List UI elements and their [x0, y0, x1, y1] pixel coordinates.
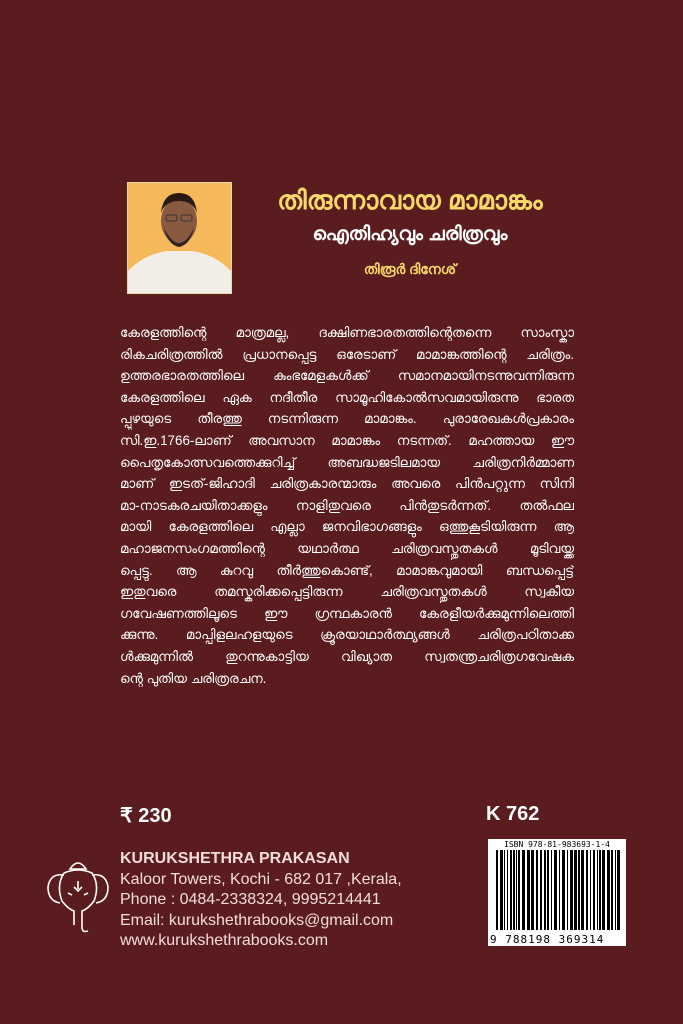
blurb-line: ഉത്തരഭാരതത്തിലെ കുംഭമേളകൾക്ക് സമാനമായിനടന്നുവന്നിരുന്ന: [120, 368, 574, 384]
blurb-line: രികചരിത്രത്തിൽ പ്രധാനപ്പെട്ട ഒരേടാണ് മാമാങ്കത്തിന്റെ ചരിത്രം.: [120, 346, 574, 362]
author-photo: [127, 182, 232, 294]
barcode-bars-icon: [496, 850, 622, 930]
barcode-bar: [617, 850, 620, 930]
barcode-bar: [510, 850, 512, 930]
publisher-name: KURUKSHETHRA PRAKASAN: [120, 850, 350, 867]
barcode-bar: [544, 850, 546, 930]
book-subtitle: ഐതിഹ്യവും ചരിത്രവും: [312, 224, 508, 245]
barcode-bar: [507, 850, 508, 930]
barcode-bar: [516, 850, 517, 930]
barcode-bar: [581, 850, 584, 930]
barcode-bar: [599, 850, 601, 930]
barcode-digits: 9 788198 369314: [490, 933, 605, 946]
blurb-line: കേരളത്തിലെ ഏക നദീതീര സാമൂഹികോൽസവമായിരുന്നു ഭാരത: [120, 389, 574, 405]
publisher-address: Kaloor Towers, Kochi - 682 017 ,Kerala,: [120, 870, 402, 888]
blurb-line: കേരളത്തിന്റെ മാത്രമല്ല, ദക്ഷിണഭാരതത്തിന്റെതന്നെ സാംസ്കാ: [120, 325, 574, 340]
barcode-bar: [615, 850, 616, 930]
barcode-bar: [570, 850, 573, 930]
blurb-line: മഹാജനസംഗമത്തിന്റെ യഥാർത്ഥ ചരിത്രവസ്തുതകൾ മൂടിവയ്ക്ക: [120, 540, 574, 556]
price: ₹ 230: [120, 805, 172, 827]
blurb-line: ന്റെ പുതിയ ചരിത്രരചന.: [120, 670, 267, 686]
isbn-label: ISBN 978-81-983693-1-4: [504, 840, 610, 849]
blurb-line: ഇതുവരെ തമസ്കരിക്കപ്പെട്ടിരുന്ന ചരിത്രവസ്തുതകൾ സ്വകീയ: [120, 584, 574, 600]
barcode-bar: [547, 850, 549, 930]
blurb-text: [120, 322, 574, 689]
blurb-line: മായി കേരളത്തിലെ എല്ലാ ജനവിഭാഗങ്ങളും ഒത്തുകൂടിയിരുന്ന ആ: [120, 519, 574, 535]
barcode-bar: [540, 850, 542, 930]
barcode-bar: [562, 850, 565, 930]
blurb-line: മാണ് ഇടത്-ജിഹാദി ചരിത്രകാരന്മാരും അവരെ പിൻപറ്റുന്ന സിനി: [120, 476, 574, 492]
barcode-bar: [527, 850, 530, 930]
publisher-phone: Phone : 0484-2338324, 9995214441: [120, 891, 381, 908]
barcode-bar: [593, 850, 595, 930]
blurb-line: പൈതൃകോത്സവത്തെക്കുറിച്ച് അബദ്ധജടിലമായ ചരിത്രനിർമ്മാണ: [120, 454, 574, 470]
barcode-bar: [559, 850, 560, 930]
barcode-bar: [554, 850, 557, 930]
author-name: തിരൂർ ദിനേശ്: [363, 261, 457, 277]
blurb-line: പ്പെട്ടു. ആ കുറവു തീർത്തുകൊണ്ട്, മാമാങ്കവുമായി ബന്ധപ്പെട്ട്: [120, 562, 574, 578]
barcode-bar: [518, 850, 520, 930]
barcode-bar: [607, 850, 610, 930]
barcode-bar: [522, 850, 525, 930]
blurb-line: ഗവേഷണത്തിലൂടെ ഈ ഗ്രന്ഥകാരൻ കേരളീയർക്കുമുന്നിലെത്തി: [120, 605, 574, 621]
barcode-bar: [536, 850, 538, 930]
barcode-bar: [578, 850, 580, 930]
publisher-info: [120, 849, 402, 952]
blurb-line: ൾക്കുമുന്നിൽ തുറന്നുകാട്ടിയ വിഖ്യാത സ്വതന്ത്രചരിത്രഗവേഷക: [120, 648, 574, 664]
publisher-email: Email: kurukshethrabooks@gmail.com: [120, 911, 394, 929]
barcode-bar: [567, 850, 568, 930]
barcode-bar: [551, 850, 552, 930]
barcode-bar: [586, 850, 588, 930]
barcode-bar: [574, 850, 577, 930]
barcode-bar: [496, 850, 498, 930]
book-title: തിരുന്നാവായ മാമാങ്കം: [277, 185, 543, 215]
publisher-website: www.kurukshethrabooks.com: [120, 932, 329, 949]
blurb-line: സി.ഇ.1766-ലാണ് അവസാന മാമാങ്കം നടന്നത്. മഹത്തായ ഈ: [120, 432, 574, 448]
ganesha-logo-icon: [46, 855, 110, 935]
barcode-bar: [590, 850, 591, 930]
author-portrait-icon: [128, 183, 231, 293]
blurb-line: ക്കുന്നു. മാപ്പിളലഹളയുടെ ക്രൂരയാഥാർത്ഥ്യങ്ങൾ ചരിത്രപഠിതാക്ക: [120, 627, 574, 643]
barcode-bar: [500, 850, 503, 930]
barcode-bar: [611, 850, 613, 930]
barcode-bar: [602, 850, 605, 930]
book-code: K 762: [486, 803, 540, 825]
barcode-bar: [597, 850, 598, 930]
isbn-barcode: [488, 839, 626, 946]
blurb-line: മാ-നാടകരചയിതാക്കളും നാളിതുവരെ പിൻതുടർന്നത്. തൽഫല: [120, 497, 574, 513]
barcode-bar: [531, 850, 534, 930]
barcode-bar: [513, 850, 515, 930]
blurb-line: പ്പുഴയുടെ തീരത്തു നടന്നിരുന്ന മാമാങ്കം. പുരാരേഖകൾപ്രകാരം: [120, 411, 574, 427]
barcode-bar: [504, 850, 505, 930]
